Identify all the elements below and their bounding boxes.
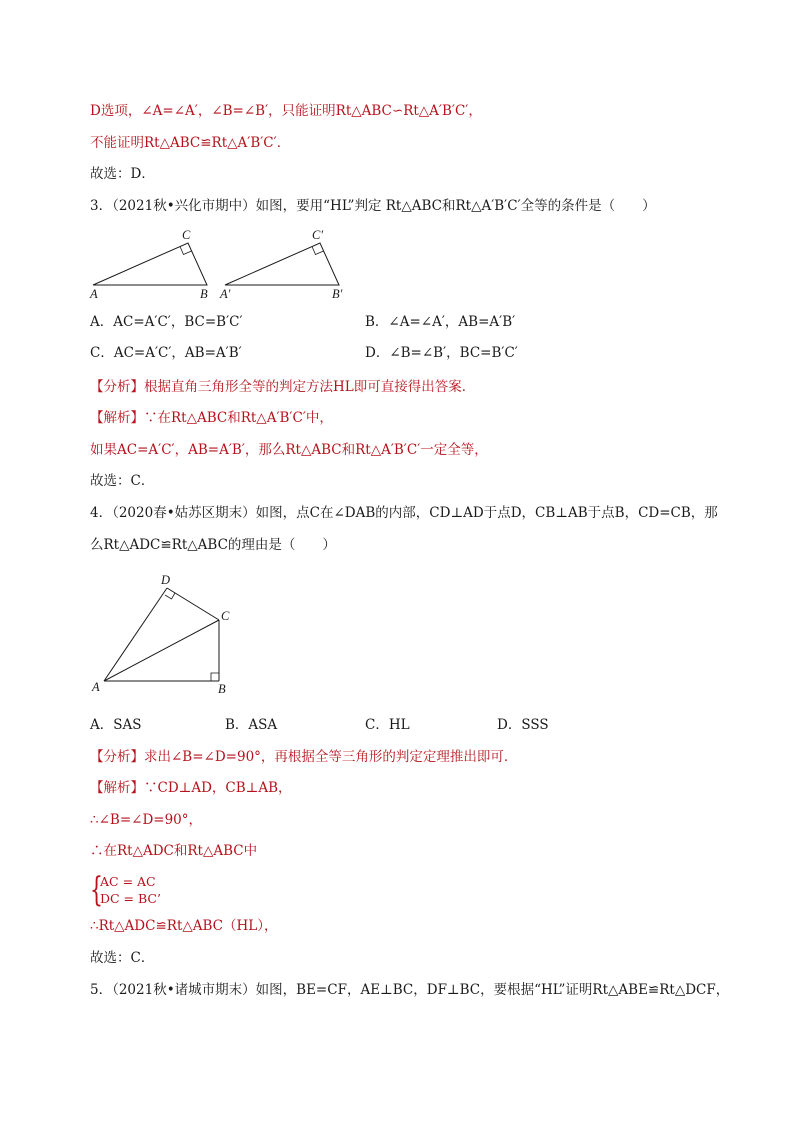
q4-stem-1: 4．（2020春•姑苏区期末）如图，点C在∠DAB的内部，CD⊥AD于点D，CB⊥AB于点B，CD=CB，那 [90, 505, 718, 521]
q4-solution-4: ∴Rt△ADC≌Rt△ABC（HL）， [90, 918, 278, 934]
q4-label-b: B [218, 682, 226, 696]
q3-label-a1: A′ [220, 287, 231, 301]
q4-option-d: D．SSS [497, 717, 549, 733]
q4-right-angle-d [165, 593, 175, 599]
q4-stem-2: 么Rt△ADC≌Rt△ABC的理由是（ ） [90, 537, 336, 553]
q3-label-c1: C′ [312, 228, 324, 242]
q4-analysis: 【分析】求出∠B=∠D=90°，再根据全等三角形的判定定理推出即可． [90, 749, 518, 765]
q4-segment-dc [167, 588, 219, 620]
q4-label-c: C [221, 609, 230, 623]
q4-equation-system [90, 872, 230, 912]
q4-brace-line-2: DC = BC’ [100, 891, 161, 906]
q4-answer: 故选：C． [90, 950, 155, 966]
prev-answer: 故选：D． [90, 166, 155, 182]
q5-stem: 5．（2021秋•诸城市期末）如图，BE=CF，AE⊥BC，DF⊥BC，要根据“HL”证明Rt△ABE≌Rt△DCF， [90, 982, 730, 998]
q3-option-c: C．AC=A′C′，AB=A′B′ [90, 345, 242, 361]
q4-option-a: A．SAS [90, 717, 142, 733]
prev-d-option: D选项，∠A=∠A′，∠B=∠B′，只能证明Rt△ABC∽Rt△A′B′C′， [90, 103, 482, 119]
q3-solution-2: 如果AC=A′C′，AB=A′B′，那么Rt△ABC和Rt△A′B′C′一定全等， [90, 442, 488, 458]
q3-analysis: 【分析】根据直角三角形全等的判定方法HL即可直接得出答案． [90, 379, 476, 395]
q3-label-b: B [200, 287, 208, 301]
q3-option-b: B．∠A=∠A′，AB=A′B′ [365, 314, 516, 330]
q3-label-a: A [90, 287, 98, 301]
q4-option-b: B．ASA [225, 717, 278, 733]
q3-option-d: D．∠B=∠B′，BC=B′C′ [365, 345, 518, 361]
q4-segment-ac [104, 620, 219, 681]
q4-label-a: A [92, 680, 100, 694]
q4-right-angle-b [211, 673, 219, 681]
q3-label-b1: B′ [332, 287, 343, 301]
q3-answer: 故选：C． [90, 473, 155, 489]
q4-label-d: D [161, 573, 171, 587]
prev-cannot-prove: 不能证明Rt△ABC≌Rt△A′B′C′． [90, 135, 291, 151]
left-brace-icon: { [90, 870, 103, 910]
q4-solution-3: ∴在Rt△ADC和Rt△ABC中 [90, 843, 258, 859]
q4-solution-1: 【解析】∵CD⊥AD，CB⊥AB， [90, 780, 292, 796]
q4-segment-ad [104, 588, 167, 681]
q3-label-c: C [182, 228, 191, 242]
q4-option-c: C．HL [365, 717, 410, 733]
q4-solution-2: ∴∠B=∠D=90°， [90, 812, 203, 828]
q3-stem: 3．（2021秋•兴化市期中）如图，要用“HL”判定 Rt△ABC和Rt△A′B′C′全等的条件是（ ） [90, 198, 656, 214]
q3-solution-1: 【解析】∵在Rt△ABC和Rt△A′B′C′中， [90, 410, 333, 426]
q4-brace-line-1: AC = AC [100, 874, 156, 889]
q3-option-a: A．AC=A′C′，BC=B′C′ [90, 314, 243, 330]
